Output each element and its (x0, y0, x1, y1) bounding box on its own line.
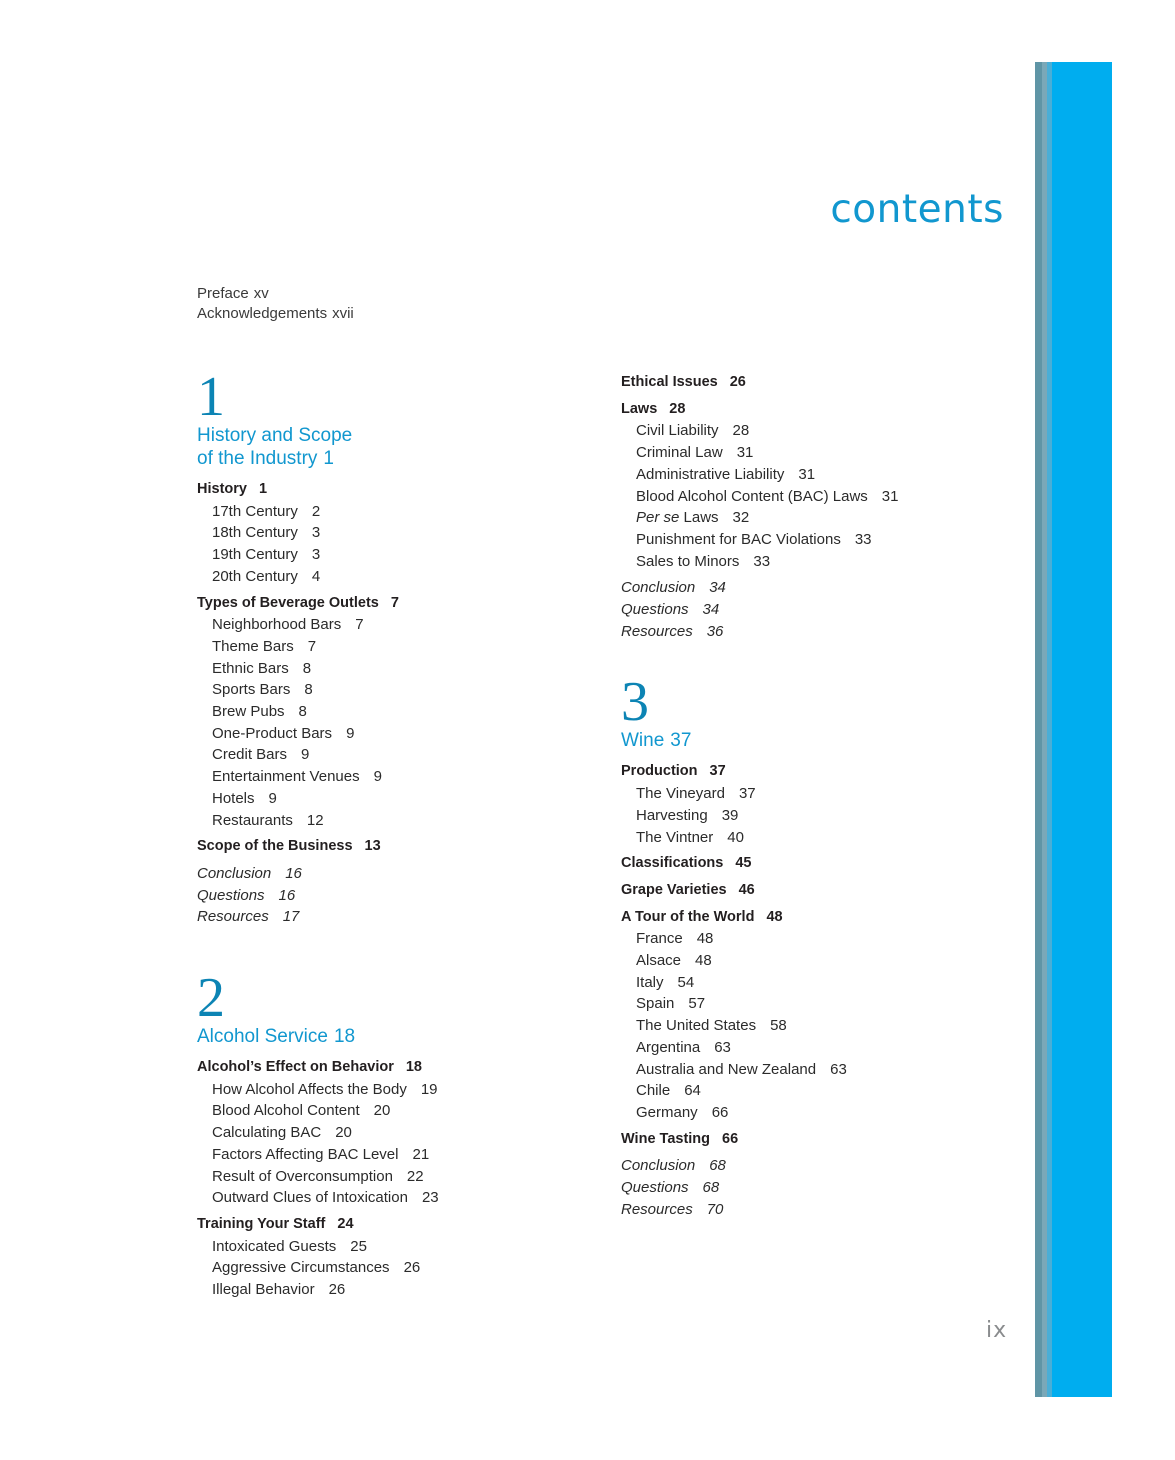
toc-subentry[interactable] (197, 501, 577, 523)
chapter-page: 18 (333, 1026, 356, 1048)
section-label: Alcohol’s Effect on Behavior (197, 1059, 394, 1076)
subentry-label: Sports Bars (212, 681, 291, 699)
subentry-label: Factors Affecting BAC Level (212, 1145, 399, 1163)
subentry-page: 20 (335, 1124, 352, 1142)
toc-section[interactable] (621, 399, 1001, 421)
subentry-label: Hotels (212, 789, 255, 807)
endmatter-label: Resources (621, 1200, 693, 1218)
section-label: Production (621, 763, 698, 780)
toc-subentry[interactable] (621, 1102, 1001, 1124)
subentry-page: 8 (302, 659, 312, 677)
toc-subentry[interactable] (197, 1236, 577, 1258)
page-title: contents (830, 187, 1004, 232)
chapter-title-link[interactable] (621, 729, 1001, 752)
toc-subentry[interactable] (621, 783, 1001, 805)
chapter-page: 37 (670, 730, 692, 752)
toc-entry-acknowledgements[interactable] (197, 304, 354, 324)
toc-subentry[interactable] (197, 522, 577, 544)
subentry-page: 32 (732, 509, 750, 527)
toc-subentry[interactable] (197, 544, 577, 566)
toc-column-left (197, 366, 577, 1301)
toc-subentry[interactable] (197, 658, 577, 680)
entry-page: xvii (332, 305, 354, 322)
subentry-label: 18th Century (212, 524, 298, 542)
toc-subentry[interactable] (197, 1166, 577, 1188)
subentry-page: 19 (420, 1080, 438, 1098)
chapter-3 (621, 671, 1001, 1220)
chapter-number: 3 (621, 671, 649, 734)
entry-label: Acknowledgements (197, 305, 328, 322)
subentry-page: 26 (403, 1259, 421, 1277)
subentry-page: 39 (721, 806, 739, 824)
subentry-page: 21 (412, 1145, 430, 1163)
subentry-label: France (636, 930, 683, 948)
toc-subentry[interactable] (621, 950, 1001, 972)
section-page: 26 (729, 374, 746, 390)
subentry-label: Italy (636, 973, 664, 991)
endmatter-label: Resources (621, 622, 693, 640)
toc-subentry[interactable] (621, 486, 1001, 508)
subentry-page: 63 (714, 1038, 731, 1056)
endmatter-label: Questions (197, 886, 265, 904)
toc-section[interactable] (197, 1057, 577, 1079)
subentry-label: Ethnic Bars (212, 659, 289, 677)
subentry-label: The Vintner (636, 828, 714, 846)
toc-subentry[interactable] (197, 788, 577, 810)
subentry-label: Blood Alcohol Content (BAC) Laws (636, 487, 868, 505)
toc-subentry[interactable] (621, 993, 1001, 1015)
subentry-page: 9 (373, 768, 382, 786)
section-label: Wine Tasting (621, 1130, 711, 1147)
toc-subentry[interactable] (621, 1080, 1001, 1102)
subentry-label: Brew Pubs (212, 703, 285, 721)
subentry-page: 66 (711, 1103, 729, 1121)
toc-endmatter-entry[interactable] (197, 863, 577, 885)
toc-subentry[interactable] (621, 464, 1001, 486)
subentry-page: 9 (268, 789, 277, 807)
endmatter-label: Conclusion (197, 864, 272, 882)
subentry-label: One-Product Bars (212, 724, 333, 742)
chapter-1 (197, 366, 577, 928)
endmatter-page: 17 (282, 908, 300, 926)
endmatter-page: 16 (285, 864, 302, 882)
entry-page: xv (253, 285, 269, 302)
chapter-title-link[interactable] (197, 424, 577, 470)
decorative-side-bar (1035, 62, 1112, 1397)
subentry-page: 22 (406, 1167, 424, 1185)
toc-endmatter-entry[interactable] (621, 1199, 1001, 1221)
subentry-label: Punishment for BAC Violations (636, 530, 841, 548)
toc-subentry[interactable] (197, 744, 577, 766)
side-bar-stripe (1035, 62, 1042, 1397)
section-label: Types of Beverage Outlets (197, 594, 379, 611)
toc-subentry[interactable] (197, 810, 577, 832)
subentry-page: 31 (736, 444, 754, 462)
subentry-label: Blood Alcohol Content (212, 1102, 360, 1120)
endmatter-label: Conclusion (621, 1157, 696, 1175)
toc-endmatter-entry[interactable] (621, 599, 1001, 621)
toc-endmatter-entry[interactable] (621, 577, 1001, 599)
toc-subentry[interactable] (621, 827, 1001, 849)
subentry-label-italic: Per se (636, 509, 680, 527)
section-page: 48 (766, 908, 783, 925)
section-page: 28 (669, 400, 686, 417)
section-label: Ethical Issues (621, 374, 718, 390)
section-label: Classifications (621, 855, 724, 872)
chapter-endmatter (621, 1155, 1001, 1220)
chapter-spacer (621, 642, 1001, 677)
toc-subentry[interactable] (621, 1037, 1001, 1059)
subentry-label: Harvesting (636, 806, 708, 824)
chapter-title: Alcohol Service (197, 1026, 328, 1048)
section-label: Laws (621, 400, 658, 417)
chapter-page: 1 (323, 448, 334, 469)
subentry-label: 19th Century (212, 546, 298, 564)
subentry-label: 20th Century (212, 567, 298, 585)
chapter-endmatter (197, 863, 577, 928)
toc-subentry[interactable] (197, 614, 577, 636)
section-label: Scope of the Business (197, 838, 353, 855)
front-matter (197, 284, 354, 324)
toc-subentry[interactable] (621, 928, 1001, 950)
subentry-page: 23 (421, 1189, 439, 1207)
subentry-page: 58 (770, 1017, 787, 1035)
toc-section[interactable] (621, 372, 1001, 394)
subentry-page: 26 (328, 1281, 346, 1299)
endmatter-label: Conclusion (621, 579, 696, 597)
toc-subentry[interactable] (197, 566, 577, 588)
subentry-label: Chile (636, 1082, 671, 1100)
toc-section[interactable] (197, 479, 577, 501)
page-folio: ix (986, 1318, 1008, 1343)
toc-subentry[interactable] (621, 1059, 1001, 1081)
subentry-label: 17th Century (212, 502, 298, 520)
chapter-2 (197, 967, 577, 1301)
side-bar-stripe (1052, 62, 1112, 1397)
subentry-page: 28 (732, 422, 750, 440)
toc-subentry[interactable] (197, 723, 577, 745)
subentry-page: 3 (311, 524, 321, 542)
endmatter-page: 16 (278, 886, 296, 904)
toc-subentry[interactable] (621, 972, 1001, 994)
chapter-spacer (197, 928, 577, 973)
subentry-page: 12 (306, 811, 324, 829)
toc-subentry[interactable] (621, 551, 1001, 573)
toc-subentry[interactable] (621, 529, 1001, 551)
subentry-page: 37 (738, 785, 756, 803)
subentry-label: Criminal Law (636, 444, 723, 462)
section-page: 66 (722, 1130, 739, 1147)
section-label: A Tour of the World (621, 908, 755, 925)
subentry-page: 25 (350, 1237, 367, 1255)
endmatter-label: Questions (621, 1179, 689, 1197)
subentry-page: 54 (677, 973, 695, 991)
subentry-page: 9 (301, 746, 310, 764)
toc-subentry[interactable] (197, 1122, 577, 1144)
endmatter-label: Questions (621, 601, 689, 619)
subentry-page: 40 (727, 828, 744, 846)
subentry-label: Entertainment Venues (212, 768, 360, 786)
toc-endmatter-entry[interactable] (621, 1155, 1001, 1177)
subentry-page: 63 (830, 1060, 847, 1078)
toc-subentry[interactable] (197, 1079, 577, 1101)
subentry-label: Intoxicated Guests (212, 1237, 337, 1255)
toc-endmatter-entry[interactable] (621, 621, 1001, 643)
endmatter-page: 68 (709, 1157, 726, 1175)
subentry-page: 9 (346, 724, 355, 742)
subentry-label: Illegal Behavior (212, 1281, 315, 1299)
subentry-label: Alsace (636, 952, 682, 970)
section-page: 18 (405, 1059, 422, 1076)
subentry-page: 48 (695, 952, 712, 970)
toc-subentry[interactable] (197, 766, 577, 788)
section-page: 24 (337, 1215, 354, 1232)
section-page: 46 (738, 881, 755, 898)
chapter-title: Wine (621, 730, 665, 752)
subentry-page: 48 (696, 930, 714, 948)
toc-subentry[interactable] (621, 442, 1001, 464)
subentry-label: Germany (636, 1103, 698, 1121)
subentry-page: 7 (307, 637, 317, 655)
section-label: Grape Varieties (621, 881, 727, 898)
endmatter-label: Resources (197, 908, 269, 926)
toc-subentry[interactable] (197, 1257, 577, 1279)
subentry-label: Neighborhood Bars (212, 616, 342, 634)
subentry-label: Sales to Minors (636, 552, 740, 570)
subentry-label: Calculating BAC (212, 1124, 322, 1142)
subentry-page: 8 (304, 681, 313, 699)
toc-section[interactable] (621, 1129, 1001, 1151)
chapter-title-link[interactable] (197, 1025, 577, 1048)
endmatter-page: 34 (709, 579, 726, 597)
subentry-label: The Vineyard (636, 785, 725, 803)
subentry-label: How Alcohol Affects the Body (212, 1080, 407, 1098)
entry-label: Preface (197, 285, 249, 302)
subentry-page: 33 (753, 552, 771, 570)
subentry-label: Aggressive Circumstances (212, 1259, 390, 1277)
subentry-label: Spain (636, 995, 675, 1013)
chapter-number: 1 (197, 366, 225, 428)
subentry-page: 64 (684, 1082, 701, 1100)
chapter-endmatter (621, 577, 1001, 642)
section-page: 37 (709, 763, 726, 780)
toc-endmatter-entry[interactable] (197, 885, 577, 907)
toc-column-right (621, 372, 1001, 1221)
toc-entry-preface[interactable] (197, 284, 354, 304)
toc-section[interactable] (621, 880, 1001, 902)
toc-section[interactable] (197, 1214, 577, 1236)
toc-subentry[interactable] (197, 679, 577, 701)
endmatter-page: 34 (702, 601, 720, 619)
toc-endmatter-entry[interactable] (197, 906, 577, 928)
toc-subentry[interactable] (621, 1015, 1001, 1037)
toc-section[interactable] (621, 761, 1001, 783)
endmatter-page: 68 (702, 1179, 720, 1197)
subentry-page: 31 (881, 487, 899, 505)
subentry-label: Credit Bars (212, 746, 288, 764)
subentry-label: Australia and New Zealand (636, 1060, 817, 1078)
subentry-label: Result of Overconsumption (212, 1167, 393, 1185)
subentry-page: 4 (311, 567, 321, 585)
subentry-page: 2 (311, 502, 321, 520)
toc-section[interactable] (621, 853, 1001, 875)
toc-subentry[interactable] (197, 636, 577, 658)
subentry-label: The United States (636, 1017, 757, 1035)
endmatter-page: 70 (706, 1200, 724, 1218)
subentry-label: Restaurants (212, 811, 293, 829)
section-page: 13 (364, 838, 381, 855)
subentry-page: 7 (355, 616, 364, 634)
subentry-label: Theme Bars (212, 637, 294, 655)
section-label: Training Your Staff (197, 1215, 326, 1232)
toc-subentry[interactable] (621, 805, 1001, 827)
toc-subentry[interactable] (197, 1144, 577, 1166)
section-page: 7 (390, 594, 399, 611)
toc-subentry[interactable] (197, 701, 577, 723)
toc-endmatter-entry[interactable] (621, 1177, 1001, 1199)
toc-subentry[interactable] (197, 1279, 577, 1301)
toc-section[interactable] (197, 836, 577, 858)
toc-subentry[interactable] (197, 1187, 577, 1209)
toc-subentry[interactable] (621, 507, 1001, 529)
subentry-label: Administrative Liability (636, 465, 785, 483)
subentry-page: 3 (311, 546, 321, 564)
subentry-page: 20 (373, 1102, 391, 1120)
subentry-label: Argentina (636, 1038, 701, 1056)
toc-subentry[interactable] (621, 420, 1001, 442)
subentry-page: 57 (688, 995, 706, 1013)
chapter-number: 2 (197, 967, 225, 1030)
section-label: History (197, 481, 247, 497)
section-page: 1 (258, 481, 268, 497)
section-page: 45 (735, 855, 752, 872)
subentry-page: 33 (854, 530, 872, 548)
chapter-title: History and Scope of the Industry (197, 425, 353, 469)
subentry-label: Laws (679, 509, 719, 527)
toc-section[interactable] (197, 593, 577, 615)
subentry-page: 8 (298, 703, 307, 721)
endmatter-page: 36 (706, 622, 724, 640)
subentry-label: Civil Liability (636, 422, 719, 440)
toc-subentry[interactable] (197, 1100, 577, 1122)
toc-section[interactable] (621, 907, 1001, 929)
subentry-label: Outward Clues of Intoxication (212, 1189, 408, 1207)
subentry-page: 31 (798, 465, 816, 483)
